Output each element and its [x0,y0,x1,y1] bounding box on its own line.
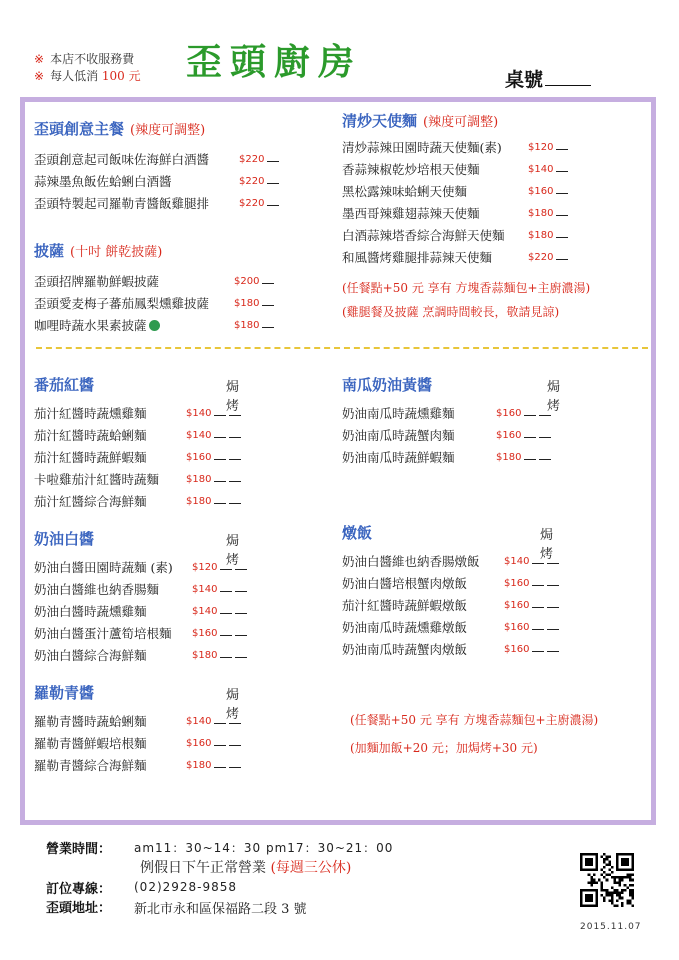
address-label: 歪頭地址： [46,901,112,916]
phone-label: 訂位專線： [46,882,112,897]
menu-item-name: 黑松露辣味蛤蜊天使麵 [342,184,468,199]
menu-item-price: $180 [186,469,241,491]
menu-item-name: 奶油白醬蛋汁蘆筍培根麵 [34,626,172,641]
bake-option-column: 焗烤 [226,534,240,568]
menu-item[interactable] [342,447,522,469]
quantity-blank[interactable] [556,227,568,238]
menu-item[interactable] [34,403,212,425]
bake-quantity-blank[interactable] [539,449,551,460]
menu-item-name: 白酒蒜辣塔香綜合海鮮天使麵 [342,228,505,243]
quantity-blank[interactable] [214,493,226,504]
menu-item-name: 奶油白醬維也納香腸麵 [34,582,160,597]
bake-quantity-blank[interactable] [547,597,559,608]
section-title: 南瓜奶油黃醬 [342,376,433,394]
menu-item[interactable] [34,623,218,645]
menu-item-name: 奶油南瓜時蔬蟹肉燉飯 [342,642,468,657]
menu-item-name: 奶油南瓜時蔬蟹肉麵 [342,428,455,443]
quantity-blank[interactable] [532,641,544,652]
section-title: 歪頭創意主餐 (辣度可調整) [34,120,206,138]
set-meal-note-top: (任餐點+50 元 享有 方塊香蒜麵包+主廚濃湯) [342,281,591,295]
menu-item-price: $160 [504,617,559,639]
menu-item[interactable] [342,425,522,447]
menu-item-name: 茄汁紅醬時蔬鮮蝦燉飯 [342,598,468,613]
quantity-blank[interactable] [214,757,226,768]
quantity-blank[interactable] [267,173,279,184]
section-pesto [34,682,240,777]
menu-item-price: $180 [234,315,274,337]
section-title: 羅勒青醬 [34,684,95,702]
menu-item-price: $120 [528,137,568,159]
menu-item-name: 茄汁紅醬綜合海鮮麵 [34,494,147,509]
section-title: 燉飯 [342,524,373,542]
quantity-blank[interactable] [220,559,232,570]
menu-item-name: 清炒蒜辣田園時蔬天使麵(素) [342,140,502,155]
quantity-blank[interactable] [214,449,226,460]
quantity-blank[interactable] [556,249,568,260]
hours-label: 營業時間： [46,842,112,857]
menu-item-name: 歪頭招牌羅勒鮮蝦披薩 [34,274,160,289]
section-title: 清炒天使麵 (辣度可調整) [342,112,499,130]
menu-item[interactable] [342,247,554,269]
bake-quantity-blank[interactable] [547,641,559,652]
menu-item[interactable] [34,293,260,315]
quantity-blank[interactable] [220,581,232,592]
vegetarian-icon [149,320,160,331]
menu-item-price: $200 [234,271,274,293]
menu-item-price: $140 [186,425,241,447]
section-title: 奶油白醬 [34,530,95,548]
menu-item-name: 歪頭愛麦梅子蕃茄鳳梨燻雞披薩 [34,296,210,311]
menu-item[interactable] [342,203,554,225]
quantity-blank[interactable] [262,273,274,284]
menu-item[interactable] [34,645,218,667]
bake-quantity-blank[interactable] [235,559,247,570]
section-stirfry-angel-hair [342,110,554,269]
menu-item[interactable] [342,159,554,181]
menu-item-price: $220 [239,149,279,171]
menu-item-price: $140 [504,551,559,573]
menu-item[interactable] [342,137,554,159]
menu-item[interactable] [34,425,212,447]
menu-item[interactable] [342,403,522,425]
bake-quantity-blank[interactable] [539,427,551,438]
section-pumpkin-cream-sauce [342,374,561,469]
menu-item-name: 奶油南瓜時蔬燻雞燉飯 [342,620,468,635]
menu-item-name: 奶油南瓜時蔬鮮蝦麵 [342,450,455,465]
bake-quantity-blank[interactable] [235,625,247,636]
menu-item[interactable] [34,447,212,469]
quantity-blank[interactable] [556,139,568,150]
menu-item[interactable] [342,573,530,595]
menu-item[interactable] [34,469,212,491]
menu-item[interactable] [34,557,218,579]
phone-value[interactable]: (02)2928-9858 [134,880,238,894]
table-number-field[interactable]: 桌號 [505,65,591,92]
section-pizza [34,240,260,337]
menu-item-price: $160 [496,403,551,425]
menu-item[interactable] [34,271,260,293]
add-on-note: (加麵加飯+20 元；加焗烤+30 元) [350,741,538,755]
menu-item[interactable] [34,733,212,755]
menu-item-price: $140 [186,711,241,733]
quantity-blank[interactable] [524,427,536,438]
menu-item-name: 奶油南瓜時蔬燻雞麵 [342,406,455,421]
cooking-time-note: (雞腿餐及披薩 烹調時間較長，敬請見諒) [342,305,560,319]
menu-item[interactable] [342,181,554,203]
menu-item-price: $180 [186,491,241,513]
bake-option-column: 焗烤 [540,528,554,562]
menu-item-price: $180 [528,225,568,247]
quantity-blank[interactable] [524,449,536,460]
menu-item[interactable] [34,579,218,601]
quantity-blank[interactable] [214,427,226,438]
menu-item-price: $180 [192,645,247,667]
menu-item[interactable] [34,755,212,777]
menu-item[interactable] [34,171,265,193]
bake-quantity-blank[interactable] [229,493,241,504]
menu-item-name: 和風醬烤雞腿排蒜辣天使麵 [342,250,493,265]
bake-quantity-blank[interactable] [547,619,559,630]
quantity-blank[interactable] [556,183,568,194]
menu-item[interactable] [34,149,265,171]
holiday-note: 例假日下午正常營業 (每週三公休) [140,860,352,876]
bake-option-column: 焗烤 [547,380,561,414]
menu-item-price: $120 [192,557,247,579]
section-title: 披薩 (十吋 餅乾披薩) [34,242,163,260]
menu-item-name: 歪頭創意起司飯味佐海鮮白酒醬 [34,152,210,167]
menu-item-name: 香蒜辣椒乾炒培根天使麵 [342,162,480,177]
section-divider [36,347,648,349]
bake-quantity-blank[interactable] [547,553,559,564]
menu-item[interactable] [34,193,265,215]
menu-item[interactable] [34,601,218,623]
menu-item-name: 奶油白醬田園時蔬麵 (素) [34,560,173,575]
menu-item-name: 奶油白醬時蔬燻雞麵 [34,604,147,619]
service-fee-note: ※ 本店不收服務費 [34,52,135,66]
bake-quantity-blank[interactable] [235,603,247,614]
bake-quantity-blank[interactable] [235,581,247,592]
menu-item-price: $180 [496,447,551,469]
bake-quantity-blank[interactable] [229,713,241,724]
menu-item-price: $220 [239,171,279,193]
menu-item-name: 奶油白醬維也納香腸燉飯 [342,554,480,569]
section-risotto [342,522,554,661]
menu-item-price: $140 [192,579,247,601]
minimum-charge-note: ※ 每人低消 100 元 [34,69,141,83]
menu-item-price: $160 [186,733,241,755]
quantity-blank[interactable] [220,625,232,636]
menu-item-name: 墨西哥辣雞翅蒜辣天使麵 [342,206,480,221]
qr-code-icon[interactable] [580,853,634,907]
quantity-blank[interactable] [267,195,279,206]
menu-item-price: $220 [528,247,568,269]
menu-item-name: 咖哩時蔬水果素披薩 [34,318,147,333]
menu-item-name: 奶油白醬綜合海鮮麵 [34,648,147,663]
quantity-blank[interactable] [214,471,226,482]
section-tomato-sauce [34,374,240,513]
menu-item-name: 羅勒青醬時蔬蛤蜊麵 [34,714,147,729]
bake-quantity-blank[interactable] [539,405,551,416]
menu-item-price: $180 [186,755,241,777]
bake-quantity-blank[interactable] [229,405,241,416]
bake-quantity-blank[interactable] [229,427,241,438]
menu-item-price: $160 [504,595,559,617]
bake-quantity-blank[interactable] [547,575,559,586]
menu-item[interactable] [342,639,530,661]
section-cream-sauce [34,528,240,667]
quantity-blank[interactable] [220,647,232,658]
menu-item[interactable] [342,551,530,573]
section-creative-mains [34,118,265,215]
menu-item-price: $140 [528,159,568,181]
quantity-blank[interactable] [262,317,274,328]
quantity-blank[interactable] [262,295,274,306]
menu-item-price: $160 [528,181,568,203]
address-value: 新北市永和區保福路二段 3 號 [134,902,307,917]
menu-item-name: 茄汁紅醬時蔬鮮蝦麵 [34,450,147,465]
menu-item[interactable] [342,595,530,617]
menu-item-price: $160 [186,447,241,469]
menu-item-name: 蒜辣墨魚飯佐蛤蜊白酒醬 [34,174,172,189]
menu-item[interactable] [342,225,554,247]
menu-item-name: 羅勒青醬綜合海鮮麵 [34,758,147,773]
bake-quantity-blank[interactable] [235,647,247,658]
quantity-blank[interactable] [532,553,544,564]
menu-item-name: 卡啦雞茄汁紅醬時蔬麵 [34,472,160,487]
quantity-blank[interactable] [267,151,279,162]
quantity-blank[interactable] [214,713,226,724]
quantity-blank[interactable] [220,603,232,614]
menu-item-price: $160 [504,639,559,661]
menu-item-price: $160 [496,425,551,447]
menu-item-price: $220 [239,193,279,215]
menu-item-price: $160 [192,623,247,645]
menu-item-price: $140 [192,601,247,623]
quantity-blank[interactable] [532,575,544,586]
menu-item[interactable] [34,711,212,733]
quantity-blank[interactable] [556,161,568,172]
quantity-blank[interactable] [214,735,226,746]
set-meal-note-bottom: (任餐點+50 元 享有 方塊香蒜麵包+主廚濃湯) [350,713,599,727]
hours-value: am11：30~14：30 pm17：30~21：00 [134,841,394,855]
quantity-blank[interactable] [524,405,536,416]
menu-item-price: $180 [234,293,274,315]
bake-quantity-blank[interactable] [229,757,241,768]
quantity-blank[interactable] [532,619,544,630]
restaurant-title: 歪頭廚房 [186,41,363,83]
menu-item-price: $140 [186,403,241,425]
menu-item-price: $180 [528,203,568,225]
menu-item[interactable] [34,315,260,337]
quantity-blank[interactable] [556,205,568,216]
bake-quantity-blank[interactable] [229,449,241,460]
menu-item-name: 茄汁紅醬時蔬燻雞麵 [34,406,147,421]
menu-item-name: 歪頭特製起司羅勒青醬飯雞腿排 [34,196,210,211]
menu-item-name: 羅勒青醬鮮蝦培根麵 [34,736,147,751]
bake-quantity-blank[interactable] [229,471,241,482]
bake-quantity-blank[interactable] [229,735,241,746]
quantity-blank[interactable] [532,597,544,608]
menu-item-price: $160 [504,573,559,595]
menu-item[interactable] [34,491,212,513]
quantity-blank[interactable] [214,405,226,416]
section-title: 番茄紅醬 [34,376,95,394]
bake-option-column: 焗烤 [226,688,240,722]
bake-option-column: 焗烤 [226,380,240,414]
menu-item-name: 茄汁紅醬時蔬蛤蜊麵 [34,428,147,443]
menu-date: 2015.11.07 [580,922,642,932]
menu-item[interactable] [342,617,530,639]
menu-item-name: 奶油白醬培根蟹肉燉飯 [342,576,468,591]
